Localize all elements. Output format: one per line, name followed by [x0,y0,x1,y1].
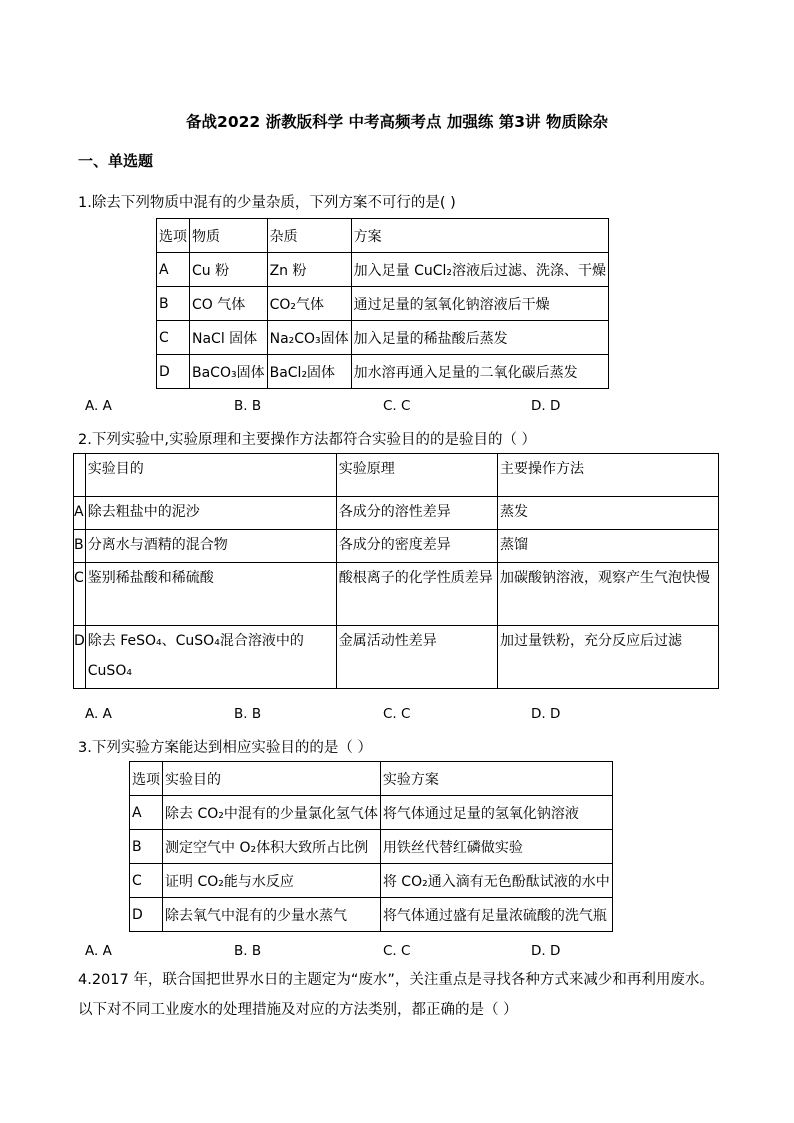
table-header-cell [74,454,86,497]
table-header-cell: 实验目的 [163,762,381,796]
table-header-cell: 实验原理 [336,454,497,497]
option-d[interactable]: D. D [531,943,561,959]
table-cell: 通过足量的氢氧化钠溶液后干燥 [351,287,608,321]
table-row [130,830,613,864]
option-a[interactable]: A. A [85,706,112,722]
table-cell: A [130,796,163,830]
table-cell: 加水溶再通入足量的二氧化碳后蒸发 [351,355,608,389]
table-header-row [74,454,719,497]
table-cell: 加入足量的稀盐酸后蒸发 [351,321,608,355]
option-d[interactable]: D. D [531,398,561,414]
option-b[interactable]: B. B [234,706,262,722]
option-c[interactable]: C. C [383,398,411,414]
table-cell: 测定空气中 O₂体积大致所占比例 [163,830,381,864]
table-cell: 酸根离子的化学性质差异 [336,563,497,626]
table-cell: 除去粗盐中的泥沙 [85,497,336,530]
section-heading: 一、单选题 [78,152,154,170]
table-cell: Cu 粉 [190,253,268,287]
table-row [130,864,613,898]
table-cell: A [157,253,190,287]
table-cell: CO 气体 [190,287,268,321]
table-cell: NaCl 固体 [190,321,268,355]
table-cell: 加入足量 CuCl₂溶液后过滤、洗涤、干燥 [351,253,608,287]
question-4-stem: 4.2017 年，联合国把世界水日的主题定为“废水”，关注重点是寻找各种方式来减少和再利用废水。以下对不同工业废水的处理措施及对应的方法类别，都正确的是（ ） [78,972,714,1018]
table-cell: 鉴别稀盐酸和稀硫酸 [85,563,336,626]
table-cell: 蒸馏 [497,530,718,563]
table-cell: 金属活动性差异 [336,626,497,689]
table-header-cell: 实验方案 [380,762,612,796]
question-2-stem: 2.下列实验中,实验原理和主要操作方法都符合实验目的的是验目的（ ） [78,432,537,448]
table-header-cell: 选项 [157,219,190,253]
table-cell: 分离水与酒精的混合物 [85,530,336,563]
table-header-cell: 物质 [190,219,268,253]
table-cell: 除去 FeSO₄、CuSO₄混合溶液中的CuSO₄ [85,626,336,689]
table-cell: Na₂CO₃固体 [267,321,351,355]
option-d[interactable]: D. D [531,706,561,722]
table-header-cell: 主要操作方法 [497,454,718,497]
question-3-stem: 3.下列实验方案能达到相应实验目的的是（ ） [78,740,372,756]
table-cell: B [157,287,190,321]
table-row [74,563,719,626]
table-cell: 各成分的溶性差异 [336,497,497,530]
table-cell: 将气体通过盛有足量浓硫酸的洗气瓶 [380,898,612,932]
table-header-cell: 选项 [130,762,163,796]
table-row [130,898,613,932]
question-3-table [129,761,613,932]
table-cell: 将 CO₂通入滴有无色酚酞试液的水中 [380,864,612,898]
option-c[interactable]: C. C [383,943,411,959]
table-cell: 各成分的密度差异 [336,530,497,563]
table-cell: B [130,830,163,864]
option-a[interactable]: A. A [85,943,112,959]
option-b[interactable]: B. B [234,398,262,414]
table-cell: CO₂气体 [267,287,351,321]
table-cell: 加碳酸钠溶液，观察产生气泡快慢 [497,563,718,626]
table-cell: D [74,626,86,689]
table-header-cell: 方案 [351,219,608,253]
table-row [74,530,719,563]
table-header-cell: 实验目的 [85,454,336,497]
option-c[interactable]: C. C [383,706,411,722]
table-cell: BaCO₃固体 [190,355,268,389]
table-cell: B [74,530,86,563]
table-cell: D [130,898,163,932]
table-cell: 用铁丝代替红磷做实验 [380,830,612,864]
table-cell: Zn 粉 [267,253,351,287]
table-cell: 除去氧气中混有的少量水蒸气 [163,898,381,932]
table-cell: 蒸发 [497,497,718,530]
table-row [157,321,609,355]
page-title: 备战2022 浙教版科学 中考高频考点 加强练 第3讲 物质除杂 [186,113,608,131]
table-cell: 证明 CO₂能与水反应 [163,864,381,898]
table-row [157,355,609,389]
table-row [157,253,609,287]
table-row [130,796,613,830]
table-row [157,287,609,321]
option-b[interactable]: B. B [234,943,262,959]
table-cell: C [74,563,86,626]
table-cell: C [157,321,190,355]
table-cell: 加过量铁粉，充分反应后过滤 [497,626,718,689]
table-cell: BaCl₂固体 [267,355,351,389]
table-cell: 将气体通过足量的氢氧化钠溶液 [380,796,612,830]
question-2-table [73,453,719,689]
table-cell: D [157,355,190,389]
table-cell: A [74,497,86,530]
question-1-table [156,218,609,389]
table-row [74,626,719,689]
question-1-stem: 1.除去下列物质中混有的少量杂质，下列方案不可行的是( ) [78,195,456,211]
table-header-cell: 杂质 [267,219,351,253]
table-cell: C [130,864,163,898]
table-cell: 除去 CO₂中混有的少量氯化氢气体 [163,796,381,830]
option-a[interactable]: A. A [85,398,112,414]
table-header-row [130,762,613,796]
table-header-row [157,219,609,253]
table-row [74,497,719,530]
